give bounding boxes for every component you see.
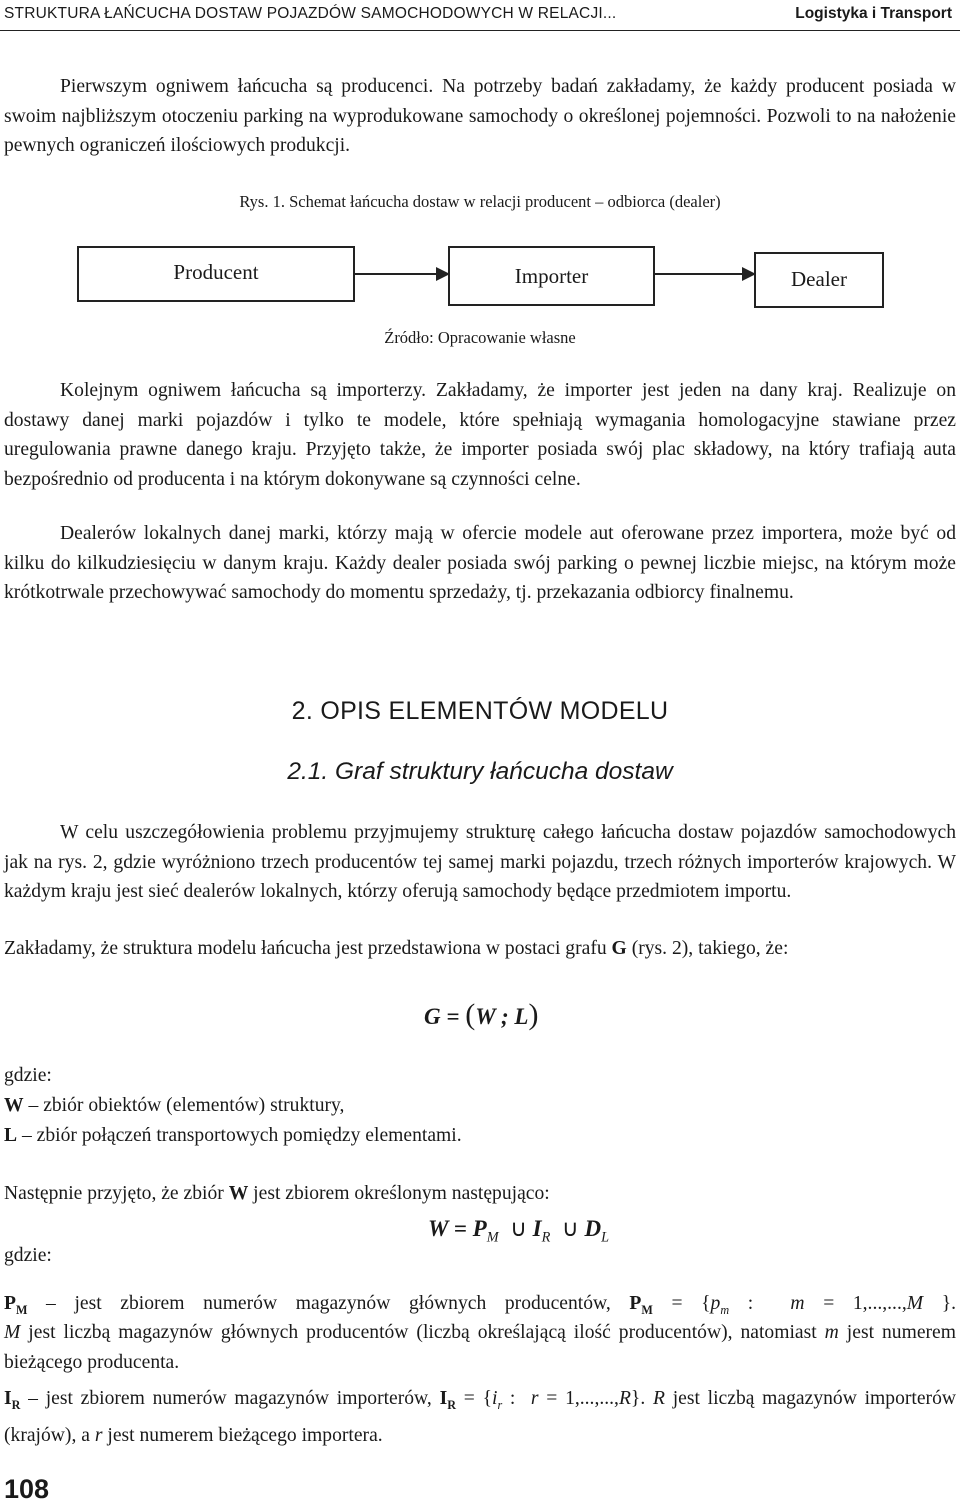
- formula-set-w: $W = P_M$ ∪ $I_R$ ∪ $D_L$: [428, 1216, 609, 1246]
- arrow-producent-importer: [355, 273, 448, 275]
- paragraph-graph: Zakładamy, że struktura modelu łańcucha jest przedstawiona w postaci grafu G (rys. 2), takiego, że:: [4, 938, 789, 959]
- running-header: [0, 0, 960, 31]
- definition-pm: $P_M$ – jest zbiorem numerów magazynów głównych producentów, $P_M = \{p_m$ : m = 1,...,...,M }.: [4, 1293, 956, 1317]
- paragraph-producers: Pierwszym ogniwem łańcucha są producenci. Na potrzeby badań zakładamy, że każdy producent posiada w swoim najbliższym otoczeniu parking na wyprodukowane samochody o określonej pojemności. Pozwoli to na nałożenie pewnych ograniczeń ilościowych produkcji.: [4, 76, 956, 157]
- node-dealer: Dealer: [754, 252, 884, 308]
- arrow-importer-dealer: [655, 273, 754, 275]
- figure-caption: Rys. 1. Schemat łańcucha dostaw w relacji producent – odbiorca (dealer): [239, 192, 721, 211]
- subsection-title: 2.1. Graf struktury łańcucha dostaw: [287, 758, 673, 785]
- definition-l: L – zbiór połączeń transportowych pomiędzy elementami.: [4, 1125, 462, 1146]
- description-m: M jest liczbą magazynów głównych producentów (liczbą określającą ilość producentów), natomiast m jest numerem bieżącego producenta.: [4, 1322, 956, 1373]
- paragraph-dealers: Dealerów lokalnych danej marki, którzy mają w ofercie modele aut oferowane przez importera, może być od kilku do kilkudziesięciu w danym kraju. Każdy dealer posiada swój parking o pewnej liczbie miejsc, na którym może krótkotrwale przechowywać samochody do momentu sprzedaży, tj. przekazania odbiorcy finalnemu.: [4, 523, 956, 604]
- journal-name: Logistyka i Transport: [795, 5, 952, 22]
- node-importer: Importer: [448, 246, 655, 306]
- paragraph-set-w: Następnie przyjęto, że zbiór W jest zbiorem określonym następująco:: [4, 1183, 550, 1204]
- definition-w: W – zbiór obiektów (elementów) struktury,: [4, 1095, 345, 1116]
- node-producent: Producent: [77, 246, 355, 302]
- paragraph-structure: W celu uszczegółowienia problemu przyjmujemy strukturę całego łańcucha dostaw pojazdów samochodowych jak na rys. 2, gdzie wyróżniono trzech producentów tej samej marki pojazdu, trzech różnych importerów krajowych. W każdym kraju jest sieć dealerów lokalnych, którzy oferują samochody będące przedmiotem importu.: [4, 822, 956, 903]
- header-title: STRUKTURA ŁAŃCUCHA DOSTAW POJAZDÓW SAMOCHODOWYCH W RELACJI...: [4, 5, 617, 22]
- figure-source: Źródło: Opracowanie własne: [384, 328, 576, 347]
- formula-graph: G = (W ; L): [424, 998, 539, 1031]
- section-title: 2. OPIS ELEMENTÓW MODELU: [291, 697, 669, 725]
- where-label: gdzie:: [4, 1065, 52, 1086]
- definition-ir: $I_R$ – jest zbiorem numerów magazynów importerów, $I_R = \{i_r$ : r = 1,...,...,R}. R jest liczbą magazynów importerów (krajów), a r jest numerem bieżącego importera.: [4, 1388, 957, 1446]
- page-number: 108: [4, 1474, 50, 1504]
- paragraph-importers: Kolejnym ogniwem łańcucha są importerzy. Zakładamy, że importer jest jeden na dany kraj. Realizuje on dostawy danej marki pojazdów i tylko te modele, które spełniają wymagania homologacyjne stawiane przez uregulowania prawne danego kraju. Przyjęto także, że importer posiada swój plac składowy, na który trafiają auta bezpośrednio od producenta i na którym dokonywane są czynności celne.: [4, 380, 956, 490]
- where-label-2: gdzie:: [4, 1245, 52, 1266]
